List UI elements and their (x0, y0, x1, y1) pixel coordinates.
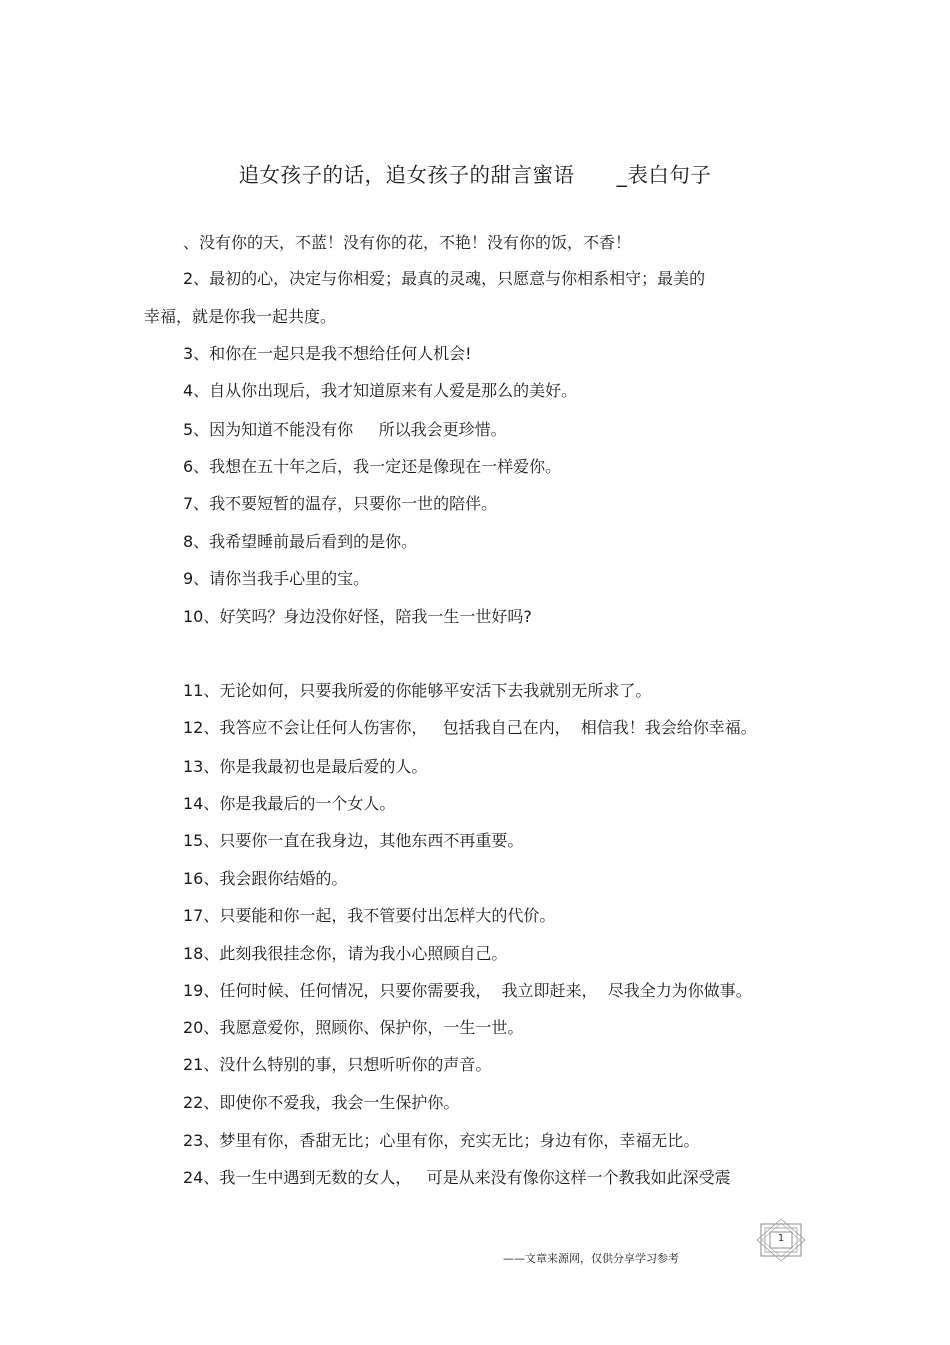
text-line: 13、你是我最初也是最后爱的人。 (183, 757, 428, 776)
text-line: 7、我不要短暂的温存，只要你一世的陪伴。 (183, 494, 498, 513)
text-line: 4、自从你出现后，我才知道原来有人爱是那么的美好。 (183, 381, 578, 400)
text-line: 17、只要能和你一起，我不管要付出怎样大的代价。 (183, 906, 556, 925)
text-line: 24、我一生中遇到无数的女人， 可是从来没有像你这样一个教我如此深受震 (183, 1168, 731, 1187)
text-line: 幸福，就是你我一起共度。 (144, 307, 337, 326)
text-line: 16、我会跟你结婚的。 (183, 869, 348, 888)
page-number: 1 (777, 1233, 785, 1244)
text-line: 18、此刻我很挂念你，请为我小心照顾自己。 (183, 944, 508, 963)
text-line: 9、请你当我手心里的宝。 (183, 569, 370, 588)
text-line: 23、梦里有你，香甜无比；心里有你，充实无比；身边有你，幸福无比。 (183, 1131, 700, 1150)
text-line: 6、我想在五十年之后，我一定还是像现在一样爱你。 (183, 457, 562, 476)
text-line: 8、我希望睡前最后看到的是你。 (183, 532, 418, 551)
text-line: 3、和你在一起只是我不想给任何人机会! (183, 344, 472, 363)
page-number-badge (755, 1218, 807, 1262)
text-line: 2、最初的心，决定与你相爱；最真的灵魂，只愿意与你相系相守；最美的 (183, 269, 706, 288)
text-line: 12、我答应不会让任何人伤害你， 包括我自己在内， 相信我！我会给你幸福。 (183, 718, 757, 737)
text-line: 20、我愿意爱你，照顾你、保护你，一生一世。 (183, 1018, 524, 1037)
text-line: 11、无论如何，只要我所爱的你能够平安活下去我就别无所求了。 (183, 681, 652, 700)
text-line: 21、没什么特别的事，只想听听你的声音。 (183, 1055, 492, 1074)
text-line: 10、好笑吗？身边没你好怪，陪我一生一世好吗? (183, 607, 532, 626)
text-line: 14、你是我最后的一个女人。 (183, 794, 396, 813)
text-line: 5、因为知道不能没有你 所以我会更珍惜。 (183, 420, 507, 439)
text-line: 22、即使你不爱我，我会一生保护你。 (183, 1093, 460, 1112)
footer-source-note: ——文章来源网，仅供分享学习参考 (503, 1252, 679, 1265)
document-title: 追女孩子的话，追女孩子的甜言蜜语 _表白句子 (238, 163, 712, 187)
text-line: 、没有你的天，不蓝！没有你的花，不艳！没有你的饭，不香！ (183, 233, 632, 252)
text-line: 15、只要你一直在我身边，其他东西不再重要。 (183, 831, 524, 850)
text-line: 19、任何时候、任何情况，只要你需要我， 我立即赶来， 尽我全力为你做事。 (183, 981, 752, 1000)
